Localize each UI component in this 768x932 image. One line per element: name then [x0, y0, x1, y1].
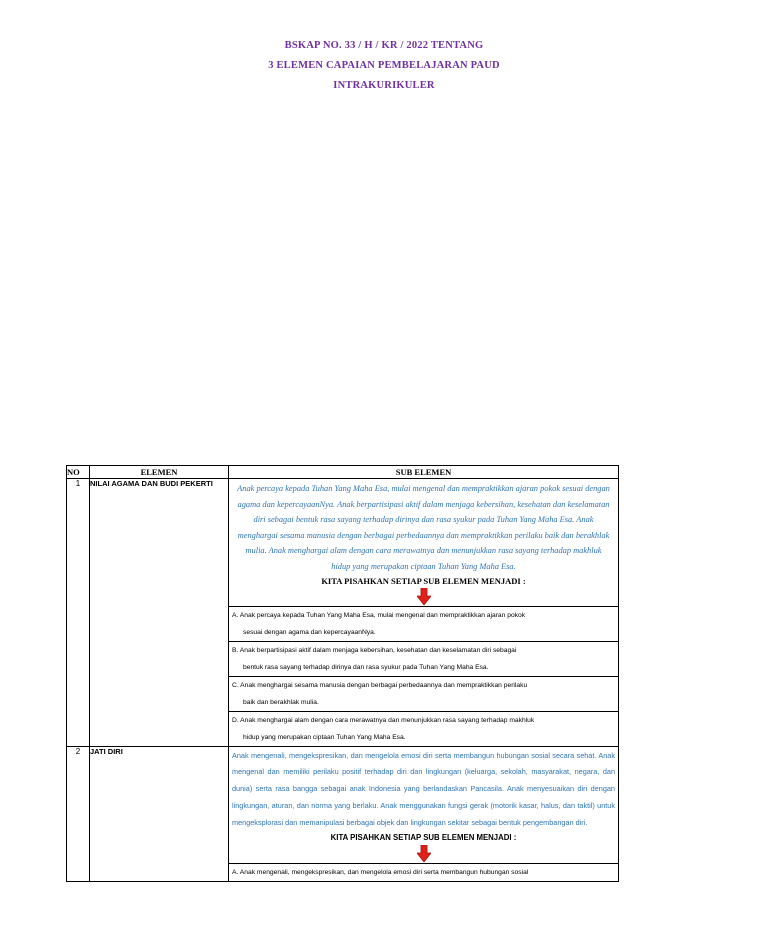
- list-item-continuation: hidup yang merupakan ciptaan Tuhan Yang Maha Esa.: [243, 733, 406, 741]
- list-item-first-line: D. Anak menghargai alam dengan cara merawatnya dan menunjukkan rasa sayang terhadap makhluk: [232, 716, 535, 724]
- split-label: KITA PISAHKAN SETIAP SUB ELEMEN MENJADI :: [330, 832, 517, 842]
- list-item: [229, 606, 618, 641]
- list-item-continuation: sesuai dengan agama dan kepercayaanNya.: [243, 628, 376, 636]
- sub-elemen-description: Anak mengenali, mengekspresikan, dan mengelola emosi diri serta membangun hubungan sosial secara sehat. Anak mengenal dan memiliki perilaku positif terhadap diri dan lingkungan (keluarga, sekolah, masyarakat, negara, dan dunia) serta rasa bangga sebagai anak Indonesia yang berlandaskan Pancasila. Anak menyesuaikan diri dengan lingkungan, aturan, dan norma yang berlaku. Anak menggunakan fungsi gerak (motorik kasar, halus, dan taktil) untuk mengeksplorasi dan memanipulasi berbagai objek dan lingkungan sekitar sebagai bentuk pengembangan diri.: [232, 750, 615, 827]
- row-elemen: JATI DIRI: [90, 746, 229, 881]
- row-sub-elemen: [229, 479, 619, 747]
- list-item: [229, 641, 618, 676]
- elements-table: [66, 465, 619, 882]
- row-number: 2: [67, 746, 90, 881]
- header-no: NO: [67, 466, 90, 479]
- title-line-2: 3 ELEMEN CAPAIAN PEMBELAJARAN PAUD: [268, 60, 500, 71]
- header-elemen: ELEMEN: [90, 466, 229, 479]
- row-sub-elemen: [229, 746, 619, 881]
- sub-elemen-description: Anak percaya kepada Tuhan Yang Maha Esa, mulai mengenal dan mempraktikkan ajaran pokok sesuai dengan agama dan kepercayaanNya. Anak berpartisipasi aktif dalam menjaga kebersihan, kesehatan dan keselamatan diri sebagai bentuk rasa sayang terhadap dirinya dan rasa syukur pada Tuhan Yang Maha Esa. Anak menghargai sesama manusia dengan berbagai perbedaannya dan mempraktikkan perilaku baik dan berakhlak mulia. Anak menghargai alam dengan cara merawatnya dan menunjukkan rasa sayang terhadap makhluk hidup yang merupakan ciptaan Tuhan Yang Maha Esa.: [237, 484, 610, 571]
- split-label: KITA PISAHKAN SETIAP SUB ELEMEN MENJADI :: [321, 575, 526, 586]
- list-item: [229, 863, 618, 881]
- document-title: [0, 36, 768, 96]
- table-row: [67, 479, 619, 747]
- list-item-first-line: A. Anak percaya kepada Tuhan Yang Maha Esa, mulai mengenal dan mempraktikkan ajaran pokok: [232, 611, 526, 619]
- list-item-first-line: B. Anak berpartisipasi aktif dalam menjaga kebersihan, kesehatan dan keselamatan diri sebagai: [232, 646, 517, 654]
- list-item-first-line: A. Anak mengenali, mengekspresikan, dan mengelola emosi diri serta membangun hubungan sosial: [232, 868, 529, 876]
- header-sub-elemen: SUB ELEMEN: [229, 466, 619, 479]
- list-item-continuation: baik dan berakhlak mulia.: [243, 698, 319, 706]
- list-item-continuation: bentuk rasa sayang terhadap dirinya dan rasa syukur pada Tuhan Yang Maha Esa.: [243, 663, 489, 671]
- row-number: 1: [67, 479, 90, 747]
- list-item-first-line: C. Anak menghargai sesama manusia dengan berbagai perbedaannya dan mempraktikkan perilaku: [232, 681, 528, 689]
- list-item: [229, 711, 618, 746]
- row-elemen: NILAI AGAMA DAN BUDI PEKERTI: [90, 479, 229, 747]
- table-header-row: [67, 466, 619, 479]
- arrow-down-icon: [229, 587, 618, 606]
- title-line-1: BSKAP NO. 33 / H / KR / 2022 TENTANG: [284, 40, 484, 51]
- table-row: [67, 746, 619, 881]
- list-item: [229, 676, 618, 711]
- arrow-down-icon: [229, 844, 618, 863]
- title-line-3: INTRAKURIKULER: [333, 80, 435, 91]
